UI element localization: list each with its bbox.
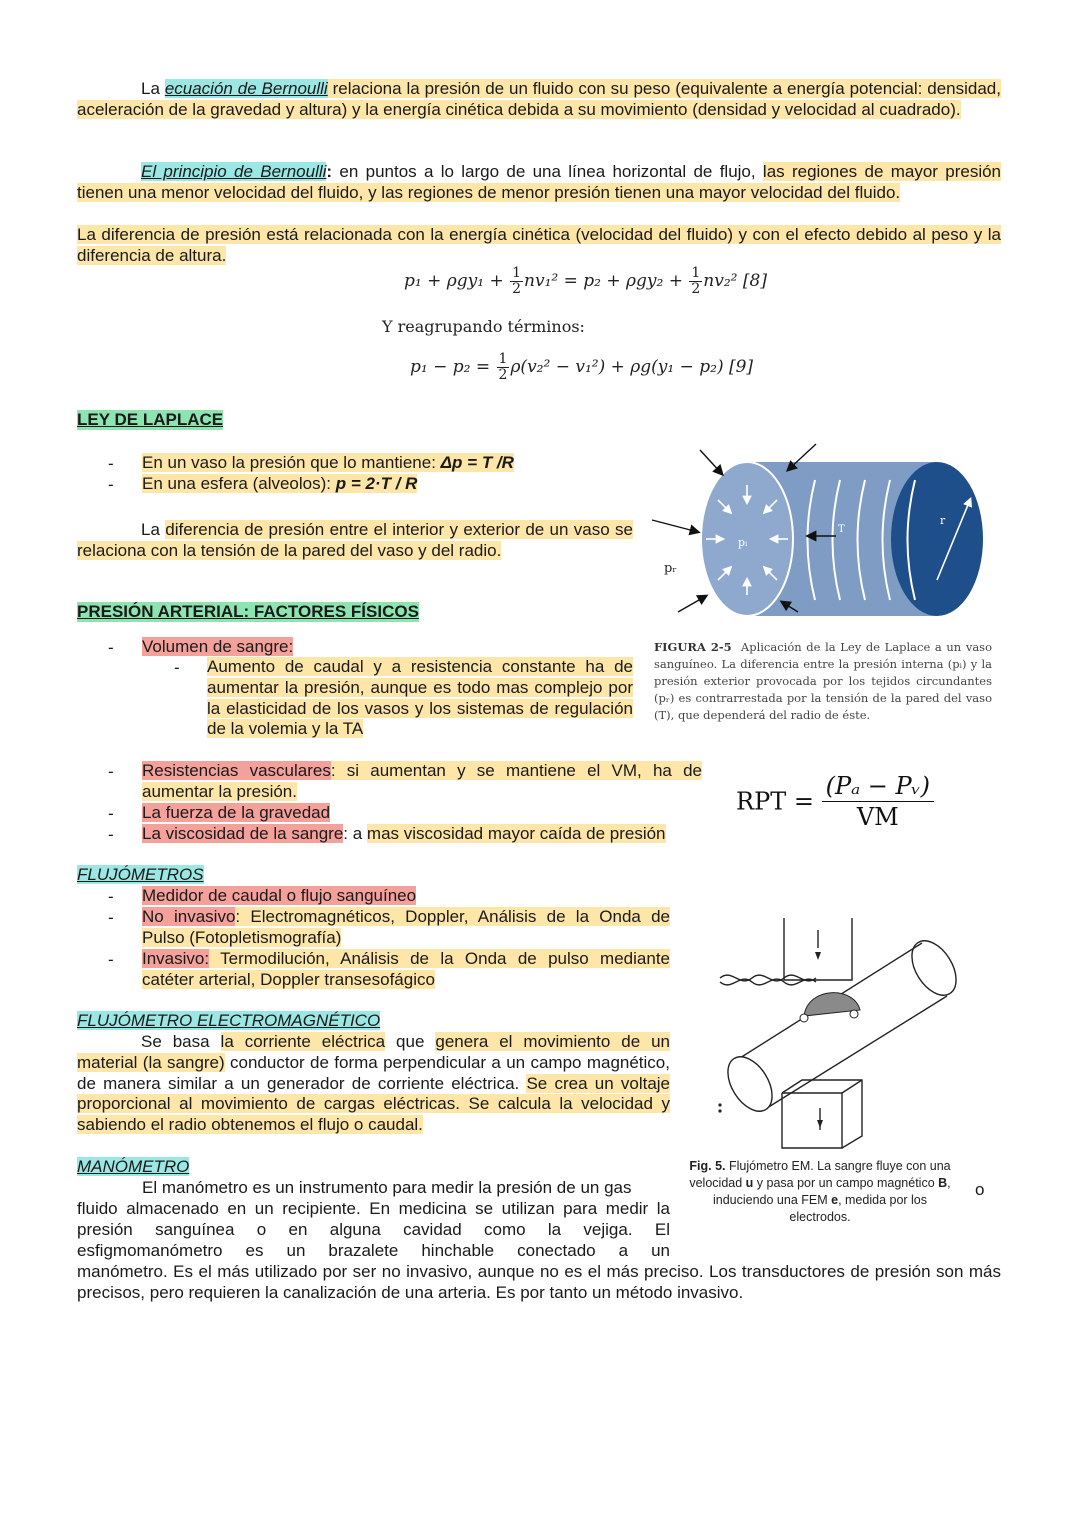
viscosity-item: La viscosidad de la sangre: a mas viscosidad mayor caída de presión xyxy=(142,824,666,843)
gravity-item: La fuerza de la gravedad xyxy=(142,803,331,822)
equation-8: p₁ + ρgy₁ + $\frac{1}{2}$ nv₁² = p₂ + ρgy₂ + $\frac{1}{2}$ nv₂² [8] xyxy=(404,265,767,297)
em-flowmeter-figure xyxy=(712,908,962,1153)
em-flowmeter-heading: FLUJÓMETRO ELECTROMAGNÉTICO xyxy=(77,1011,381,1030)
manometer-line-5: manómetro. Es el más utilizado por ser no invasivo, aunque no es el más preciso. Los transductores de presión son más precisos, pero requieren la canalización de una arteria. Es por tanto un método invasivo. xyxy=(77,1262,1001,1302)
bullet-dash: - xyxy=(108,887,114,906)
bullet-dash: - xyxy=(108,454,114,473)
invasive-item: Invasivo: Termodilución, Análisis de la Onda de pulso mediante catéter arterial, Doppler transesofágico xyxy=(142,949,670,989)
svg-text:pᵢ: pᵢ xyxy=(738,536,748,549)
pressure-difference-text: La diferencia de presión está relacionada con la energía cinética (velocidad del fluido) y con el efecto debido al peso y la diferencia de altura. xyxy=(77,225,1001,265)
em-flowmeter-paragraph: Se basa la corriente eléctrica que genera el movimiento de un material (la sangre) conductor de forma perpendicular a un campo magnético, de manera similar a un generador de corriente eléctrica. Se crea un voltaje proporcional al movimiento de cargas eléctricas. Se calcula la velocidad y sabiendo el radio obtenemos el flujo o caudal. xyxy=(77,1032,671,1135)
non-invasive-item: No invasivo: Electromagnéticos, Doppler, Análisis de la Onda de Pulso (Fotopletismografía) xyxy=(142,907,671,947)
laplace-heading: LEY DE LAPLACE xyxy=(77,410,224,429)
flowmeters-heading: FLUJÓMETROS xyxy=(77,865,204,884)
blood-volume-subitem: Aumento de caudal y a resistencia constante ha de aumentar la presión, aunque es todo mas complejo por la elasticidad de los vasos y los sistemas de regulación de la volemia y la TA xyxy=(207,657,633,739)
laplace-vessel-formula: Δp = T /R xyxy=(440,453,514,472)
bullet-dash: - xyxy=(108,825,114,844)
para-prefix: La xyxy=(141,79,160,98)
manometer-line-1: El manómetro es un instrumento para medir la presión de un gas xyxy=(142,1178,632,1197)
svg-text:T: T xyxy=(838,524,845,535)
equation-9: p₁ − p₂ = $\frac{1}{2}$ ρ(v₂² − v₁²) + ρg(y₁ − p₂) [9] xyxy=(410,351,754,383)
laplace-paragraph: La diferencia de presión entre el interior y exterior de un vaso se relaciona con la tensión de la pared del vaso y del radio. xyxy=(77,520,633,560)
flowmeter-definition-item: Medidor de caudal o flujo sanguíneo xyxy=(142,886,417,905)
bullet-dash: - xyxy=(108,908,114,927)
manometer-line-4: esfigmomanómetro es un brazalete hinchable conectado a un xyxy=(77,1241,670,1260)
manometer-line-2: fluido almacenado en un recipiente. En medicina se utilizan para medir la xyxy=(77,1199,670,1218)
svg-text:pᵣ: pᵣ xyxy=(664,561,677,576)
bernoulli-equation-link[interactable]: ecuación de Bernoulli xyxy=(164,79,328,98)
manometer-line-1-end: o xyxy=(975,1180,985,1199)
bernoulli-principle-text-a: en puntos a lo largo de una línea horizontal de flujo, xyxy=(332,162,763,181)
bullet-dash: - xyxy=(108,804,114,823)
bernoulli-principle-term: El principio de Bernoulli xyxy=(141,162,327,181)
laplace-vessel-item: En un vaso la presión que lo mantiene: Δp = T /R xyxy=(142,453,514,472)
manometer-line-3: presión sanguínea o en alguna cavidad como la vejiga. El xyxy=(77,1220,670,1239)
bernoulli-equation-paragraph xyxy=(77,79,1001,121)
bullet-dash: - xyxy=(108,762,114,781)
svg-text:r: r xyxy=(940,514,946,527)
bullet-dash: - xyxy=(108,950,114,969)
laplace-sphere-item: En una esfera (alveolos): p = 2·T / R xyxy=(142,474,418,493)
bernoulli-equation-text: relaciona la presión de un fluido con su peso (equivalente a energía potencial: densidad, aceleración de la gravedad y altura) y la energía cinética debida a su movimiento (densidad y velocidad al cuadrado). xyxy=(77,79,1001,119)
bernoulli-principle-paragraph: El principio de Bernoulli: en puntos a lo largo de una línea horizontal de flujo, las regiones de mayor presión tienen una menor velocidad del fluido, y las regiones de menor presión tienen una mayor velocidad del fluido. xyxy=(77,162,1001,202)
manometer-heading: MANÓMETRO xyxy=(77,1157,190,1176)
laplace-sphere-formula: p = 2·T / R xyxy=(335,474,418,493)
laplace-figure-caption: FIGURA 2-5 Aplicación de la Ley de Laplace a un vaso sanguíneo. La diferencia entre la presión interna (pᵢ) y la presión exterior provocada por los tejidos circundantes (pᵣ) es contrarrestada por la tensión de la pared del vaso (T), que dependerá del radio de éste. xyxy=(654,640,993,722)
pressure-difference-paragraph xyxy=(77,225,1001,267)
bullet-dash: - xyxy=(108,475,114,494)
laplace-vessel-figure xyxy=(640,440,1000,630)
vascular-resistance-item: Resistencias vasculares: si aumentan y se mantiene el VM, ha de aumentar la presión. xyxy=(142,761,702,801)
sub-bullet-dash: - xyxy=(174,658,180,677)
em-figure-caption: Fig. 5. Flujómetro EM. La sangre fluye con una velocidad u y pasa por un campo magnético B, induciendo una FEM e, medida por los electrodos. xyxy=(689,1159,951,1224)
rpt-formula: RPT = $\frac{\text{(Pₐ − Pᵥ)}}{VM}$ xyxy=(736,771,934,832)
regroup-text: Y reagrupando términos: xyxy=(382,317,585,336)
arterial-pressure-heading: PRESIÓN ARTERIAL: FACTORES FÍSICOS xyxy=(77,602,419,621)
bernoulli-principle-text-b: las regiones de mayor presión tienen una menor velocidad del fluido, y las regiones de menor presión tienen una mayor velocidad del fluido. xyxy=(77,162,1001,202)
blood-volume-item: Volumen de sangre: xyxy=(142,637,294,656)
bullet-dash: - xyxy=(108,638,114,657)
